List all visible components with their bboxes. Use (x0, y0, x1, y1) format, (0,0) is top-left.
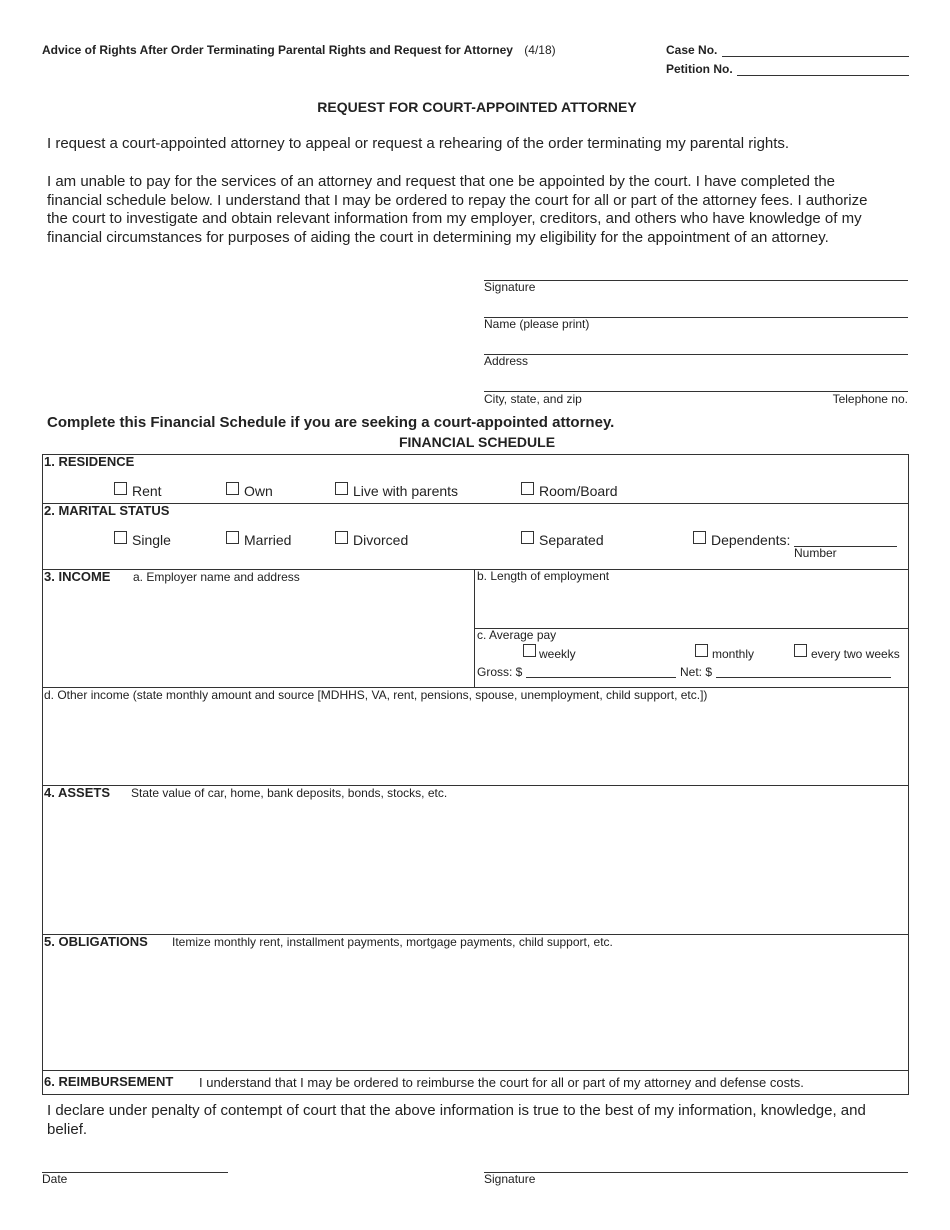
married-checkbox[interactable] (226, 531, 239, 544)
date-field[interactable] (42, 1172, 228, 1173)
obligations-heading: 5. OBLIGATIONS (44, 934, 148, 949)
telephone-label: Telephone no. (832, 392, 908, 406)
address-field[interactable] (484, 354, 908, 355)
obligations-field[interactable] (43, 951, 908, 1069)
request-paragraph-1: I request a court-appointed attorney to appeal or request a rehearing of the order terminating my parental rights. (47, 135, 790, 152)
weekly-checkbox[interactable] (523, 644, 536, 657)
declaration-text: I declare under penalty of contempt of court that the above information is true to the best of my information, knowledge, and belief. (47, 1102, 866, 1138)
residence-heading: 1. RESIDENCE (44, 454, 135, 469)
own-checkbox[interactable] (226, 482, 239, 495)
other-income-field[interactable] (43, 704, 908, 784)
dependents-checkbox[interactable] (693, 531, 706, 544)
reimbursement-heading: 6. REIMBURSEMENT (44, 1074, 174, 1089)
room-board-checkbox[interactable] (521, 482, 534, 495)
single-checkbox[interactable] (114, 531, 127, 544)
reimbursement-description: I understand that I may be ordered to reimburse the court for all or part of my attorney and defense costs. (199, 1075, 804, 1090)
employer-label: a. Employer name and address (133, 570, 300, 584)
declaration-signature-label: Signature (484, 1172, 536, 1186)
other-income-label: d. Other income (state monthly amount and source [MDHHS, VA, rent, pensions, spouse, unemployment, child support, etc.]) (44, 688, 708, 702)
signature-label: Signature (484, 280, 536, 294)
dependents-number-label: Number (794, 546, 837, 560)
married-label: Married (244, 532, 292, 548)
address-label: Address (484, 354, 529, 368)
case-no-field[interactable] (722, 56, 909, 57)
every-two-weeks-checkbox[interactable] (794, 644, 807, 657)
separated-label: Separated (539, 532, 604, 548)
assets-heading: 4. ASSETS (44, 785, 110, 800)
declaration-signature-field[interactable] (484, 1172, 908, 1173)
single-label: Single (132, 532, 171, 548)
request-paragraph-2: I am unable to pay for the services of an attorney and request that one be appointed by the court. I have completed the financial schedule below. I understand that I may be ordered to repay the court for all or part of the attorney fees. I authorize the court to investigate and obtain relevant information from my employer, creditors, and others who have knowledge of my financial circumstances for purposes of aiding the court in determining my eligibility for the appointment of an attorney. (47, 173, 868, 246)
rent-checkbox[interactable] (114, 482, 127, 495)
rent-label: Rent (132, 483, 162, 499)
schedule-instruction: Complete this Financial Schedule if you are seeking a court-appointed attorney. (47, 414, 615, 431)
live-with-parents-label: Live with parents (353, 483, 459, 499)
name-label: Name (please print) (484, 317, 590, 331)
own-label: Own (244, 483, 273, 499)
weekly-label: weekly (539, 647, 576, 661)
live-with-parents-checkbox[interactable] (335, 482, 348, 495)
city-state-zip-label: City, state, and zip (484, 392, 582, 406)
average-pay-label: c. Average pay (477, 628, 557, 642)
employer-field[interactable] (43, 586, 473, 686)
room-board-label: Room/Board (539, 483, 618, 499)
gross-field[interactable] (526, 677, 676, 678)
dependents-label: Dependents: (711, 532, 791, 548)
petition-no-field[interactable] (737, 75, 909, 76)
petition-no-label: Petition No. (666, 62, 733, 76)
form-title: Advice of Rights After Order Terminating Parental Rights and Request for Attorney (4/18) (42, 43, 556, 57)
net-field[interactable] (716, 677, 891, 678)
divider (42, 1070, 909, 1071)
marital-status-heading: 2. MARITAL STATUS (44, 503, 170, 518)
form-version: (4/18) (524, 43, 556, 57)
every-two-weeks-label: every two weeks (811, 647, 900, 661)
schedule-title: FINANCIAL SCHEDULE (398, 434, 556, 450)
divorced-checkbox[interactable] (335, 531, 348, 544)
divorced-label: Divorced (353, 532, 409, 548)
gross-label: Gross: $ (477, 665, 523, 679)
case-no-label: Case No. (666, 43, 718, 57)
separated-checkbox[interactable] (521, 531, 534, 544)
income-heading: 3. INCOME (44, 569, 111, 584)
assets-field[interactable] (43, 802, 908, 933)
request-title: REQUEST FOR COURT-APPOINTED ATTORNEY (317, 99, 637, 115)
divider (42, 503, 909, 504)
length-of-employment-field[interactable] (475, 584, 908, 627)
date-label: Date (42, 1172, 68, 1186)
net-label: Net: $ (680, 665, 713, 679)
signature-field[interactable] (484, 280, 908, 281)
obligations-description: Itemize monthly rent, installment payments, mortgage payments, child support, etc. (172, 935, 613, 949)
monthly-label: monthly (712, 647, 755, 661)
monthly-checkbox[interactable] (695, 644, 708, 657)
assets-description: State value of car, home, bank deposits, bonds, stocks, etc. (131, 786, 448, 800)
length-of-employment-label: b. Length of employment (477, 569, 610, 583)
